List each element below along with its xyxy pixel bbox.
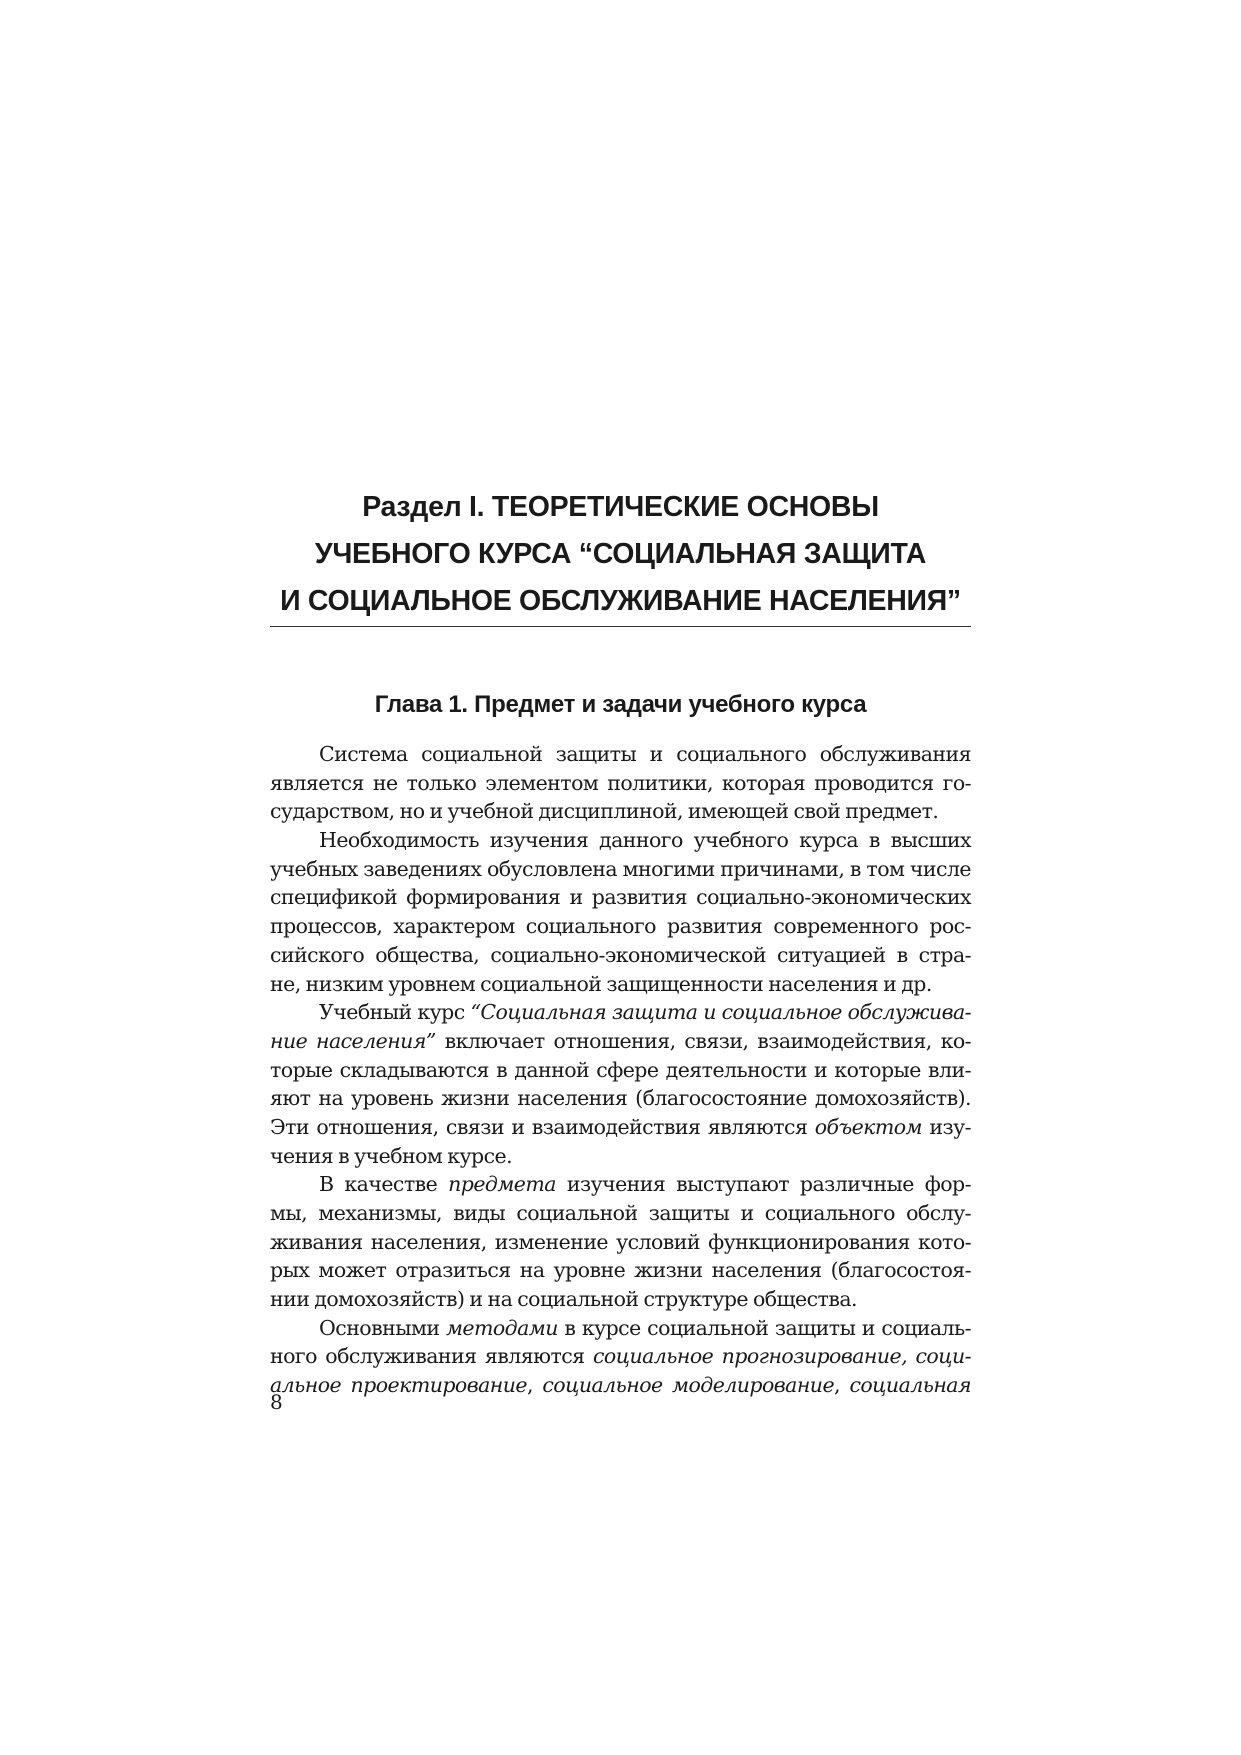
paragraph-3-line	[270, 998, 971, 1027]
term-subject-italic: предмета	[448, 1172, 556, 1197]
course-name-italic: “Социальная защита и социальное обслужива-	[470, 1000, 971, 1025]
text-run: ,	[834, 1373, 850, 1398]
paragraph-2-line: не, низким уровнем социальной защищенности населения и др.	[270, 971, 932, 996]
text-run: Эти отношения, связи и взаимодействия являются	[270, 1114, 815, 1139]
paragraph-2-line: учебных заведениях обусловлена многими причинами, в том числе	[270, 856, 971, 881]
paragraph-2-line: Необходимость изучения данного учебного курса в высших	[319, 828, 971, 853]
text-run: В качестве	[319, 1172, 449, 1197]
paragraph-2-line: спецификой формирования и развития социально-экономических	[270, 885, 971, 910]
body-text	[270, 740, 971, 1400]
chapter-title: Глава 1. Предмет и задачи учебного курса	[374, 691, 867, 718]
method-italic: социальное моделирование	[542, 1373, 835, 1398]
text-run: изучения выступают различные фор-	[555, 1172, 971, 1197]
text-run: в курсе социальной защиты и социаль-	[557, 1315, 971, 1340]
paragraph-5-line	[270, 1314, 971, 1343]
term-object-italic: объектом	[814, 1114, 922, 1139]
method-italic: альное проектирование	[270, 1373, 527, 1398]
paragraph-4-line: мы, механизмы, виды социальной защиты и социального обслу-	[270, 1201, 971, 1225]
paragraph-4-line	[270, 1170, 971, 1199]
section-title-line-1: Раздел I. ТЕОРЕТИЧЕСКИЕ ОСНОВЫ	[362, 491, 879, 523]
paragraph-1-line: Система социальной защиты и социального обслуживания	[319, 742, 971, 766]
text-run: изу-	[922, 1114, 971, 1139]
term-methods-italic: методами	[445, 1315, 558, 1340]
paragraph-4-line: живания населения, изменение условий функционирования кото-	[270, 1229, 971, 1254]
paragraph-3-line	[270, 1027, 971, 1056]
paragraph-2-line: сийского общества, социально-экономической ситуацией в стра-	[270, 942, 971, 967]
section-title	[270, 484, 971, 625]
text-run: включает отношения, связи, взаимодействия, ко-	[435, 1028, 972, 1053]
paragraph-4-line: нии домохозяйств) и на социальной структуре общества.	[270, 1287, 857, 1312]
page-number: 8	[270, 1390, 283, 1414]
method-italic: социальное прогнозирование, соци-	[592, 1344, 971, 1369]
paragraph-5-line	[270, 1342, 971, 1371]
paragraph-3-line	[270, 1113, 971, 1142]
paragraph-1-line: сударством, но и учебной дисциплиной, имеющей свой предмет.	[270, 799, 939, 824]
paragraph-5-line	[270, 1371, 971, 1400]
text-run: ,	[526, 1373, 543, 1398]
course-name-italic: ние населения”	[270, 1028, 436, 1053]
section-title-line-2: УЧЕБНОГО КУРСА “СОЦИАЛЬНАЯ ЗАЩИТА	[314, 538, 927, 570]
paragraph-4-line: рых может отразиться на уровне жизни населения (благосостоя-	[270, 1258, 971, 1283]
paragraph-3-line: чения в учебном курсе.	[270, 1143, 513, 1168]
section-divider	[270, 626, 971, 627]
method-italic: социальная	[849, 1373, 972, 1398]
paragraph-1-line: является не только элементом политики, которая проводится го-	[270, 770, 971, 795]
paragraph-3-line: яют на уровень жизни населения (благосостояние домохозяйств).	[270, 1086, 971, 1111]
text-run: Основными	[319, 1315, 446, 1340]
paragraph-2-line: процессов, характером социального развития современного рос-	[270, 914, 971, 939]
text-run: Учебный курс	[319, 1000, 471, 1025]
section-title-line-3: И СОЦИАЛЬНОЕ ОБСЛУЖИВАНИЕ НАСЕЛЕНИЯ”	[280, 585, 961, 617]
paragraph-3-line: торые складываются в данной сфере деятельности и которые вли-	[270, 1057, 971, 1082]
text-run: ного обслуживания являются	[270, 1344, 593, 1369]
